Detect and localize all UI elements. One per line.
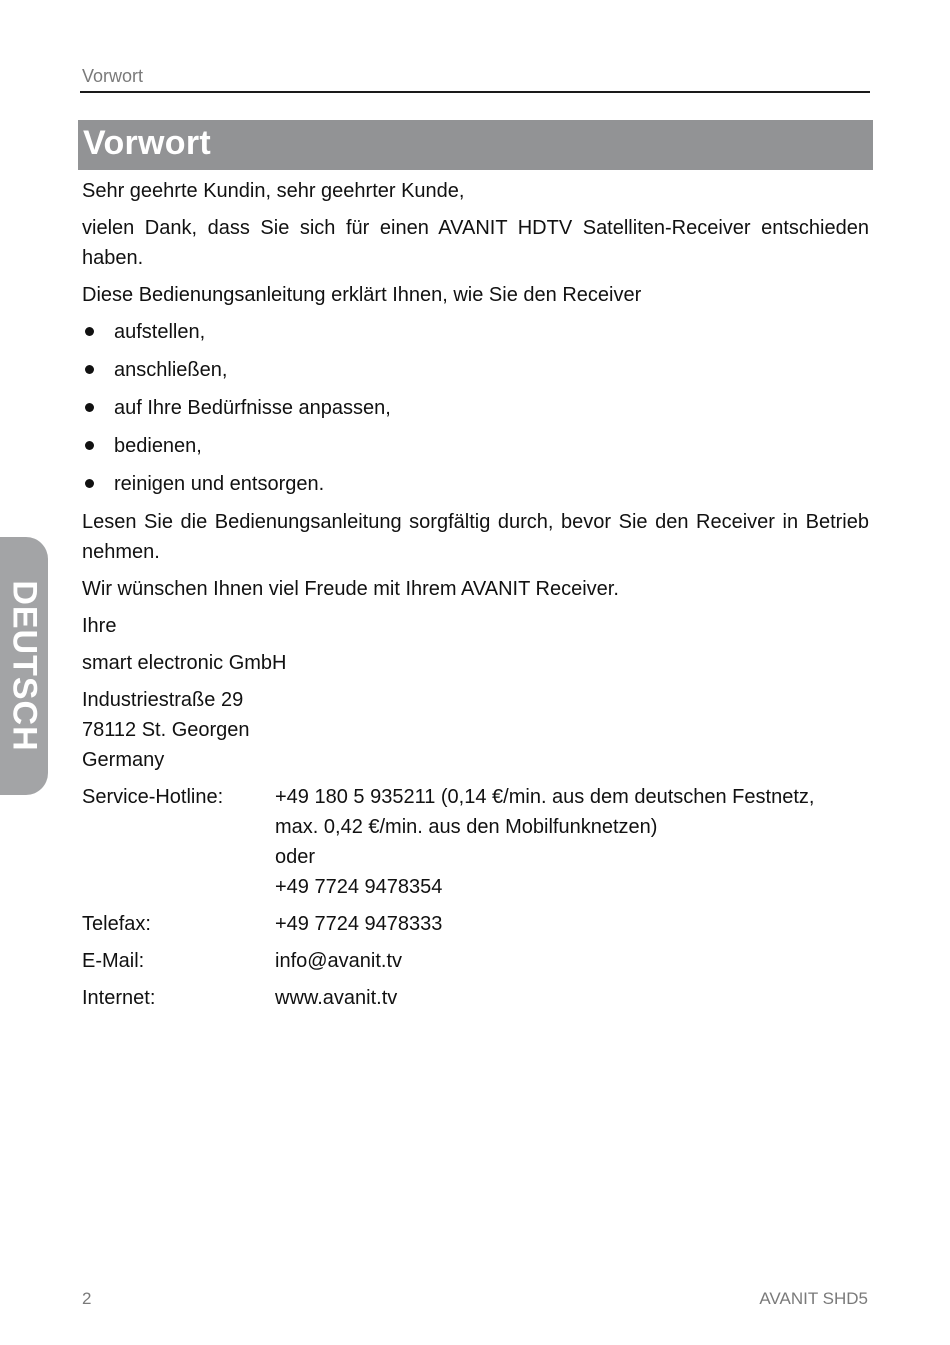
list-item-text: anschließen, [114, 359, 228, 381]
bullet-icon [85, 479, 94, 488]
address-city: 78112 St. Georgen [82, 719, 250, 741]
hotline-line: +49 180 5 935211 (0,14 €/min. aus dem deutschen Festnetz, [275, 786, 815, 808]
language-tab [0, 537, 48, 795]
bullet-icon [85, 403, 94, 412]
email-value: info@avanit.tv [275, 950, 403, 972]
fax-label: Telefax: [82, 913, 151, 935]
web-value: www.avanit.tv [275, 987, 398, 1009]
header-rule [80, 91, 870, 93]
section-title-bar [78, 120, 873, 170]
web-row [82, 983, 869, 1013]
email-row [82, 946, 869, 976]
thanks-paragraph: vielen Dank, dass Sie sich für einen AVANIT HDTV Satelliten-Receiver entschieden haben. [82, 217, 869, 269]
email-label: E-Mail: [82, 950, 145, 972]
hotline-value [275, 782, 869, 902]
list-item [82, 355, 869, 385]
fax-value: +49 7724 9478333 [275, 913, 443, 935]
model-name: AVANIT SHD5 [759, 1289, 868, 1308]
wish-paragraph: Wir wünschen Ihnen viel Freude mit Ihrem AVANIT Receiver. [82, 578, 619, 600]
address-street: Industriestraße 29 [82, 689, 244, 711]
read-notice: Lesen Sie die Bedienungsanleitung sorgfältig durch, bevor Sie den Receiver in Betrieb nehmen. [82, 511, 869, 563]
list-item-text: bedienen, [114, 435, 202, 457]
language-tab-label: DEUTSCH [5, 580, 44, 752]
list-item [82, 469, 869, 499]
list-item-text: reinigen und entsorgen. [114, 473, 325, 495]
hotline-line: oder [275, 846, 316, 868]
section-title: Vorwort [83, 124, 212, 162]
intro-paragraph: Diese Bedienungsanleitung erklärt Ihnen, wie Sie den Receiver [82, 284, 642, 306]
list-item [82, 317, 869, 347]
list-item [82, 431, 869, 461]
list-item-text: aufstellen, [114, 321, 206, 343]
hotline-label: Service-Hotline: [82, 786, 224, 808]
signoff: Ihre [82, 615, 117, 637]
hotline-line: +49 7724 9478354 [275, 876, 443, 898]
web-label: Internet: [82, 987, 156, 1009]
list-item-text: auf Ihre Bedürfnisse anpassen, [114, 397, 391, 419]
bullet-icon [85, 327, 94, 336]
address-country: Germany [82, 749, 165, 771]
greeting: Sehr geehrte Kundin, sehr geehrter Kunde, [82, 180, 465, 202]
company-address [82, 685, 869, 775]
hotline-row [82, 782, 869, 902]
hotline-line: max. 0,42 €/min. aus den Mobilfunknetzen) [275, 816, 658, 838]
bullet-icon [85, 365, 94, 374]
list-item [82, 393, 869, 423]
page-number: 2 [82, 1289, 92, 1308]
running-header: Vorwort [82, 66, 144, 86]
document-body [82, 176, 869, 1020]
company-name: smart electronic GmbH [82, 652, 287, 674]
fax-row [82, 909, 869, 939]
task-list [82, 317, 869, 499]
bullet-icon [85, 441, 94, 450]
